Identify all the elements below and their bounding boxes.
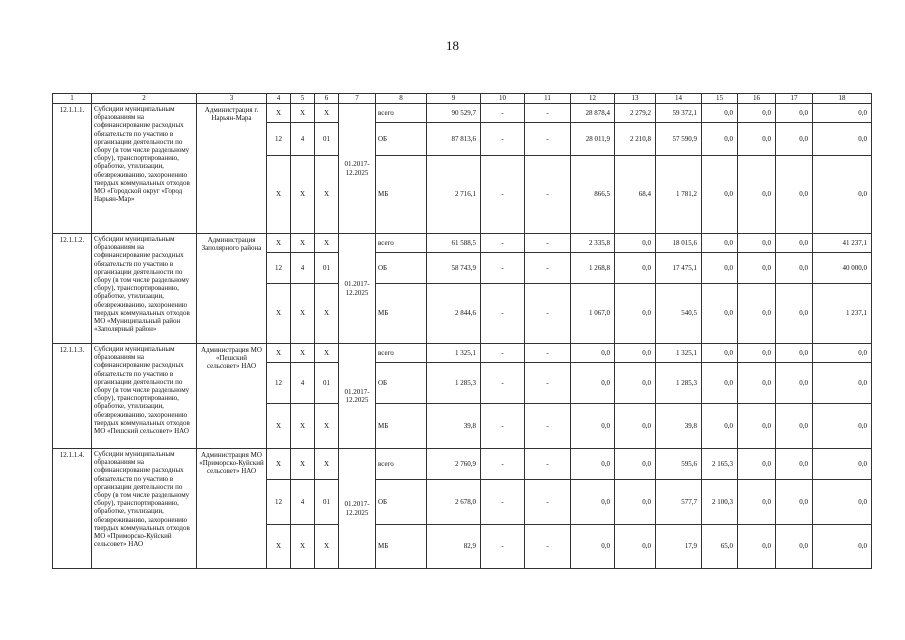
year-cell: 0,0	[615, 234, 656, 253]
column-number: 12	[571, 94, 615, 104]
year-cell: 0,0	[738, 123, 776, 156]
code-cell: 01	[315, 253, 339, 284]
year-cell: 0,0	[776, 104, 813, 123]
year-cell: 0,0	[738, 253, 776, 284]
total-cell: 82,9	[427, 525, 481, 569]
year-cell: 0,0	[615, 344, 656, 363]
year-cell: 0,0	[776, 525, 813, 569]
period-cell: 01.2017-12.2025	[339, 344, 376, 449]
item-executor: Администрация г. Нарьян-Мара	[197, 104, 267, 234]
funding-source: МБ	[376, 525, 427, 569]
code-cell: Х	[267, 234, 291, 253]
code-cell: 01	[315, 363, 339, 404]
year-cell: 0,0	[738, 156, 776, 234]
year-cell: 0,0	[776, 284, 813, 344]
year-cell: 0,0	[776, 253, 813, 284]
column-number: 6	[315, 94, 339, 104]
year-cell: 866,5	[571, 156, 615, 234]
total-cell: 1 325,1	[427, 344, 481, 363]
year-cell: 0,0	[776, 344, 813, 363]
code-cell: Х	[267, 525, 291, 569]
year-cell: 0,0	[738, 449, 776, 480]
table-row	[53, 104, 872, 123]
year-cell: 0,0	[702, 404, 738, 449]
year-cell: 0,0	[702, 156, 738, 234]
item-description: Субсидии муниципальным образованиям на софинансирование расходных обязательств по участию в организации деятельности по сбору (в том числе раздельному сбору), транспортированию, обработке, утилизации, обезвреживанию, захоронению твердых коммунальных отходов МО «Приморско-Куйский сельсовет» НАО	[92, 449, 197, 569]
year-cell: 2 165,3	[702, 449, 738, 480]
year-cell: 0,0	[776, 234, 813, 253]
total-cell: 1 285,3	[427, 363, 481, 404]
year-cell: 39,8	[656, 404, 702, 449]
year-cell: 1 781,2	[656, 156, 702, 234]
code-cell: Х	[315, 104, 339, 123]
total-cell: 2 678,0	[427, 480, 481, 525]
year-cell: -	[481, 253, 525, 284]
year-cell: 0,0	[813, 123, 872, 156]
year-cell: -	[525, 404, 571, 449]
item-description: Субсидии муниципальным образованиям на софинансирование расходных обязательств по участию в организации деятельности по сбору (в том числе раздельному сбору), транспортированию, обработке, утилизации, обезвреживанию, захоронению твердых коммунальных отходов МО «Пешский сельсовет» НАО	[92, 344, 197, 449]
code-cell: 01	[315, 480, 339, 525]
column-number: 9	[427, 94, 481, 104]
year-cell: 0,0	[738, 344, 776, 363]
item-executor: Администрация Заполярного района	[197, 234, 267, 344]
code-cell: Х	[315, 156, 339, 234]
code-cell: Х	[315, 404, 339, 449]
year-cell: 0,0	[615, 253, 656, 284]
year-cell: 0,0	[615, 449, 656, 480]
funding-source: МБ	[376, 284, 427, 344]
year-cell: 0,0	[615, 404, 656, 449]
year-cell: -	[481, 234, 525, 253]
year-cell: -	[525, 480, 571, 525]
total-cell: 58 743,9	[427, 253, 481, 284]
code-cell: Х	[267, 284, 291, 344]
year-cell: -	[481, 525, 525, 569]
item-executor: Администрация МО «Пешский сельсовет» НАО	[197, 344, 267, 449]
year-cell: 1 067,0	[571, 284, 615, 344]
year-cell: -	[525, 525, 571, 569]
year-cell: 0,0	[813, 525, 872, 569]
year-cell: 0,0	[738, 525, 776, 569]
funding-source: МБ	[376, 404, 427, 449]
year-cell: -	[481, 156, 525, 234]
column-number: 3	[197, 94, 267, 104]
code-cell: Х	[267, 344, 291, 363]
column-number: 4	[267, 94, 291, 104]
total-cell: 2 716,1	[427, 156, 481, 234]
budget-table	[52, 93, 872, 569]
year-cell: 1 268,8	[571, 253, 615, 284]
item-number: 12.1.1.4.	[53, 449, 92, 569]
year-cell: 0,0	[571, 404, 615, 449]
item-number: 12.1.1.2.	[53, 234, 92, 344]
column-number: 14	[656, 94, 702, 104]
code-cell: Х	[315, 449, 339, 480]
funding-source: ОБ	[376, 480, 427, 525]
year-cell: 0,0	[738, 480, 776, 525]
column-number: 15	[702, 94, 738, 104]
funding-source: всего	[376, 234, 427, 253]
year-cell: 0,0	[738, 104, 776, 123]
code-cell: Х	[315, 344, 339, 363]
year-cell: -	[481, 123, 525, 156]
year-cell: -	[481, 363, 525, 404]
year-cell: -	[525, 363, 571, 404]
code-cell: 4	[291, 363, 315, 404]
item-executor: Администрация МО «Приморско-Куйский сельсовет» НАО	[197, 449, 267, 569]
code-cell: 4	[291, 480, 315, 525]
funding-source: ОБ	[376, 253, 427, 284]
column-number-row	[53, 94, 872, 104]
year-cell: 0,0	[776, 404, 813, 449]
year-cell: 0,0	[738, 284, 776, 344]
year-cell: 0,0	[813, 156, 872, 234]
column-number: 1	[53, 94, 92, 104]
year-cell: 0,0	[702, 123, 738, 156]
year-cell: 0,0	[571, 525, 615, 569]
code-cell: Х	[315, 234, 339, 253]
year-cell: 59 372,1	[656, 104, 702, 123]
code-cell: Х	[291, 449, 315, 480]
year-cell: 0,0	[702, 344, 738, 363]
year-cell: 0,0	[738, 363, 776, 404]
year-cell: 0,0	[702, 234, 738, 253]
code-cell: Х	[291, 156, 315, 234]
column-number: 7	[339, 94, 376, 104]
year-cell: 540,5	[656, 284, 702, 344]
year-cell: 1 285,3	[656, 363, 702, 404]
code-cell: Х	[291, 104, 315, 123]
year-cell: 1 325,1	[656, 344, 702, 363]
year-cell: 0,0	[776, 156, 813, 234]
year-cell: 0,0	[615, 525, 656, 569]
page-number: 18	[446, 38, 459, 53]
year-cell: -	[525, 284, 571, 344]
item-description: Субсидии муниципальным образованиям на софинансирование расходных обязательств по участию в организации деятельности по сбору (в том числе раздельному сбору), транспортированию, обработке, утилизации, обезвреживанию, захоронению твердых коммунальных отходов МО «Муниципальный район «Заполярный район»	[92, 234, 197, 344]
year-cell: 0,0	[615, 363, 656, 404]
year-cell: -	[481, 480, 525, 525]
column-number: 13	[615, 94, 656, 104]
year-cell: 0,0	[571, 363, 615, 404]
year-cell: 17,9	[656, 525, 702, 569]
code-cell: Х	[291, 404, 315, 449]
code-cell: 4	[291, 123, 315, 156]
total-cell: 90 529,7	[427, 104, 481, 123]
code-cell: Х	[291, 525, 315, 569]
year-cell: 0,0	[776, 449, 813, 480]
year-cell: -	[525, 234, 571, 253]
code-cell: Х	[315, 284, 339, 344]
year-cell: 0,0	[813, 480, 872, 525]
code-cell: 12	[267, 123, 291, 156]
year-cell: 0,0	[776, 480, 813, 525]
year-cell: 577,7	[656, 480, 702, 525]
code-cell: Х	[315, 525, 339, 569]
year-cell: 28 878,4	[571, 104, 615, 123]
code-cell: Х	[291, 344, 315, 363]
year-cell: 0,0	[571, 344, 615, 363]
year-cell: -	[481, 449, 525, 480]
code-cell: 01	[315, 123, 339, 156]
table-row	[53, 344, 872, 363]
year-cell: -	[525, 344, 571, 363]
funding-source: ОБ	[376, 363, 427, 404]
column-number: 18	[813, 94, 872, 104]
total-cell: 39,8	[427, 404, 481, 449]
year-cell: -	[481, 344, 525, 363]
year-cell: 0,0	[813, 344, 872, 363]
column-number: 17	[776, 94, 813, 104]
year-cell: 18 015,6	[656, 234, 702, 253]
code-cell: Х	[267, 449, 291, 480]
year-cell: -	[481, 404, 525, 449]
year-cell: -	[481, 104, 525, 123]
column-number: 2	[92, 94, 197, 104]
year-cell: 0,0	[813, 404, 872, 449]
year-cell: 65,0	[702, 525, 738, 569]
year-cell: 0,0	[571, 480, 615, 525]
code-cell: Х	[267, 404, 291, 449]
funding-source: ОБ	[376, 123, 427, 156]
year-cell: 2 279,2	[615, 104, 656, 123]
period-cell: 01.2017-12.2025	[339, 104, 376, 234]
column-number: 11	[525, 94, 571, 104]
code-cell: 12	[267, 253, 291, 284]
total-cell: 2 760,9	[427, 449, 481, 480]
year-cell: 0,0	[702, 363, 738, 404]
year-cell: 0,0	[615, 284, 656, 344]
year-cell: -	[525, 449, 571, 480]
table-row	[53, 449, 872, 480]
period-cell: 01.2017-12.2025	[339, 234, 376, 344]
code-cell: Х	[291, 234, 315, 253]
year-cell: 0,0	[813, 363, 872, 404]
year-cell: 17 475,1	[656, 253, 702, 284]
total-cell: 61 588,5	[427, 234, 481, 253]
period-cell: 01.2017-12.2025	[339, 449, 376, 569]
code-cell: 12	[267, 363, 291, 404]
funding-source: всего	[376, 449, 427, 480]
code-cell: Х	[267, 156, 291, 234]
year-cell: 41 237,1	[813, 234, 872, 253]
year-cell: 0,0	[738, 404, 776, 449]
year-cell: -	[525, 156, 571, 234]
column-number: 5	[291, 94, 315, 104]
year-cell: 2 335,8	[571, 234, 615, 253]
year-cell: 595,6	[656, 449, 702, 480]
year-cell: 40 000,0	[813, 253, 872, 284]
year-cell: 57 590,9	[656, 123, 702, 156]
year-cell: 2 210,8	[615, 123, 656, 156]
year-cell: 0,0	[776, 363, 813, 404]
code-cell: Х	[267, 104, 291, 123]
year-cell: -	[525, 104, 571, 123]
year-cell: 0,0	[571, 449, 615, 480]
year-cell: 2 100,3	[702, 480, 738, 525]
year-cell: 0,0	[702, 104, 738, 123]
item-number: 12.1.1.3.	[53, 344, 92, 449]
year-cell: 0,0	[615, 480, 656, 525]
year-cell: 0,0	[813, 449, 872, 480]
code-cell: 4	[291, 253, 315, 284]
year-cell: 28 011,9	[571, 123, 615, 156]
year-cell: 0,0	[738, 234, 776, 253]
year-cell: -	[525, 123, 571, 156]
funding-source: всего	[376, 344, 427, 363]
table-row	[53, 234, 872, 253]
year-cell: 68,4	[615, 156, 656, 234]
code-cell: Х	[291, 284, 315, 344]
total-cell: 2 844,6	[427, 284, 481, 344]
year-cell: -	[481, 284, 525, 344]
year-cell: 0,0	[702, 253, 738, 284]
year-cell: -	[525, 253, 571, 284]
total-cell: 87 813,6	[427, 123, 481, 156]
year-cell: 1 237,1	[813, 284, 872, 344]
year-cell: 0,0	[702, 284, 738, 344]
funding-source: всего	[376, 104, 427, 123]
year-cell: 0,0	[776, 123, 813, 156]
funding-source: МБ	[376, 156, 427, 234]
column-number: 10	[481, 94, 525, 104]
year-cell: 0,0	[813, 104, 872, 123]
code-cell: 12	[267, 480, 291, 525]
column-number: 8	[376, 94, 427, 104]
item-description: Субсидии муниципальным образованиям на софинансирование расходных обязательств по участию в организации деятельности по сбору (в том числе раздельному сбору), транспортированию, обработке, утилизации, обезвреживанию, захоронению твердых коммунальных отходов МО «Городской округ «Город Нарьян-Мар»	[92, 104, 197, 234]
column-number: 16	[738, 94, 776, 104]
item-number: 12.1.1.1.	[53, 104, 92, 234]
